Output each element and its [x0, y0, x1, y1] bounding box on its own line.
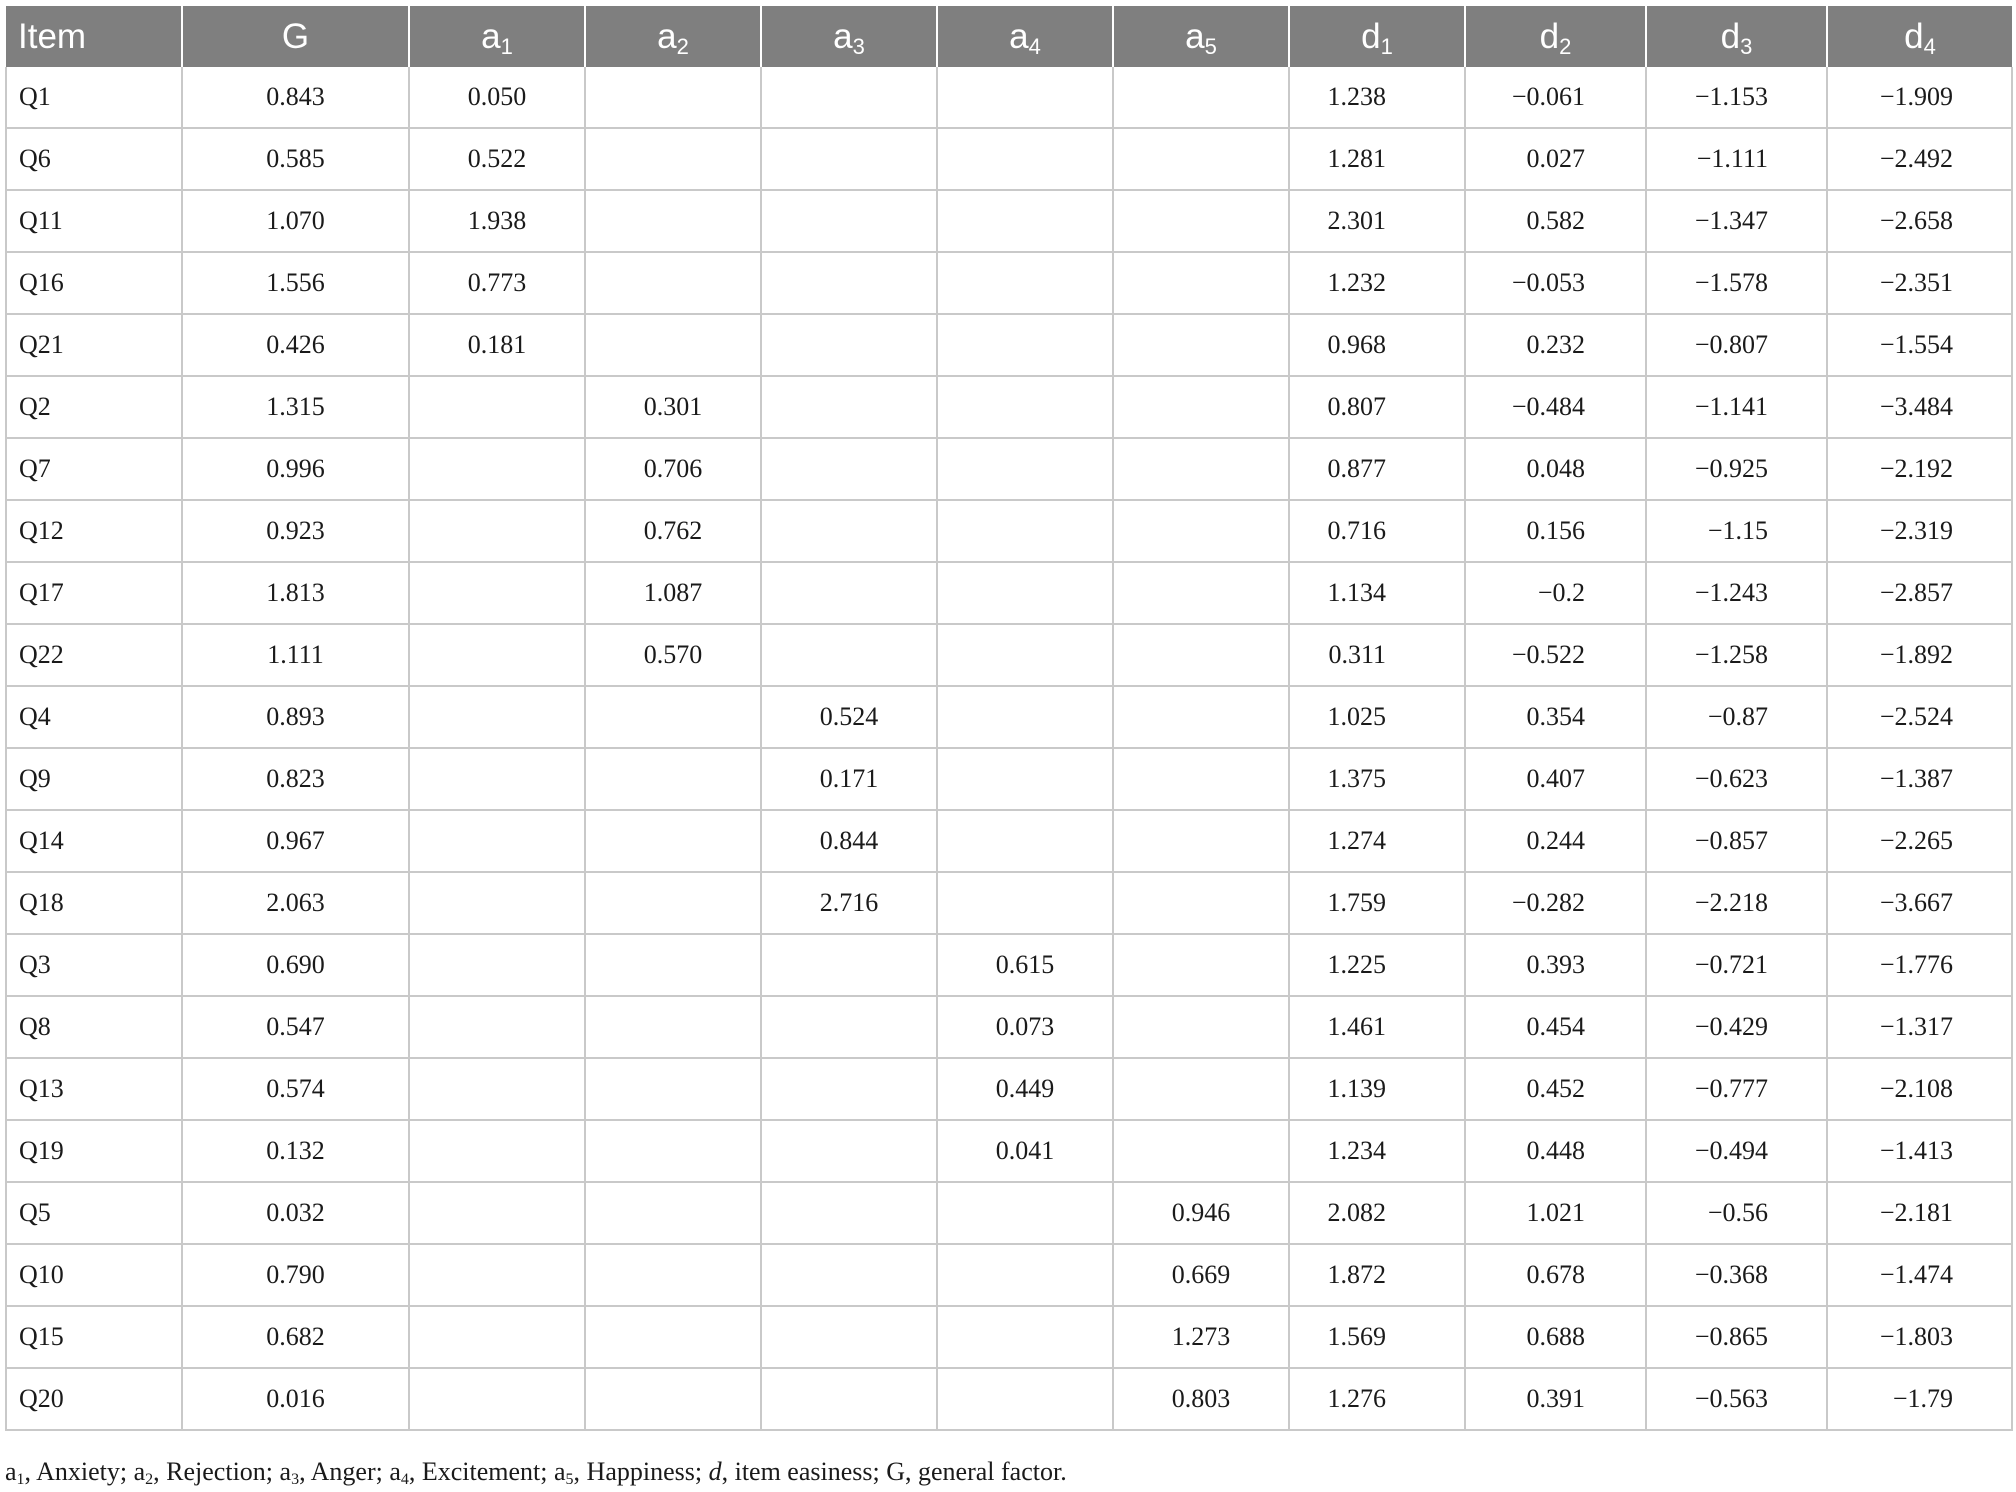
table-cell-d1: 1.139 — [1289, 1058, 1465, 1120]
table-cell-d1: 1.274 — [1289, 810, 1465, 872]
table-cell-d4: −1.317 — [1827, 996, 2012, 1058]
table-cell-d3: −1.347 — [1646, 190, 1827, 252]
table-cell-item: Q19 — [6, 1120, 182, 1182]
table-cell-a5 — [1113, 996, 1289, 1058]
table-cell-d4: −2.351 — [1827, 252, 2012, 314]
table-cell-a1 — [409, 934, 585, 996]
table-cell-item: Q10 — [6, 1244, 182, 1306]
table-cell-item: Q5 — [6, 1182, 182, 1244]
table-cell-a4 — [937, 748, 1113, 810]
table-cell-d1: 1.238 — [1289, 67, 1465, 128]
table-cell-a3 — [761, 252, 937, 314]
table-cell-d3: −0.429 — [1646, 996, 1827, 1058]
table-cell-g: 0.843 — [182, 67, 409, 128]
table-cell-d1: 1.025 — [1289, 686, 1465, 748]
table-cell-a2 — [585, 1368, 761, 1430]
table-cell-item: Q16 — [6, 252, 182, 314]
table-cell-d4: −3.484 — [1827, 376, 2012, 438]
table-cell-a4 — [937, 872, 1113, 934]
table-cell-d4: −2.658 — [1827, 190, 2012, 252]
table-cell-a5 — [1113, 252, 1289, 314]
table-cell-g: 1.111 — [182, 624, 409, 686]
table-cell-a4 — [937, 314, 1113, 376]
table-cell-item: Q14 — [6, 810, 182, 872]
table-cell-a4 — [937, 438, 1113, 500]
table-cell-d3: −0.56 — [1646, 1182, 1827, 1244]
table-cell-a3 — [761, 438, 937, 500]
table-cell-d4: −1.474 — [1827, 1244, 2012, 1306]
table-row — [6, 1120, 2012, 1182]
table-cell-d2: 0.452 — [1465, 1058, 1646, 1120]
table-cell-d4: −2.319 — [1827, 500, 2012, 562]
table-cell-d3: −0.857 — [1646, 810, 1827, 872]
table-cell-d1: 1.276 — [1289, 1368, 1465, 1430]
table-cell-d1: 1.461 — [1289, 996, 1465, 1058]
table-cell-d3: −1.141 — [1646, 376, 1827, 438]
table-cell-a2 — [585, 314, 761, 376]
table-cell-a2: 0.706 — [585, 438, 761, 500]
table-cell-d1: 1.134 — [1289, 562, 1465, 624]
table-cell-a3 — [761, 500, 937, 562]
table-cell-d2: 0.391 — [1465, 1368, 1646, 1430]
table-cell-a2 — [585, 1244, 761, 1306]
table-header-row — [6, 6, 2012, 67]
table-cell-d3: −0.865 — [1646, 1306, 1827, 1368]
table-cell-g: 0.893 — [182, 686, 409, 748]
column-header-a2: $a_2$ — [585, 6, 761, 67]
table-cell-a4 — [937, 624, 1113, 686]
table-cell-d1: 0.968 — [1289, 314, 1465, 376]
table-cell-a1 — [409, 1244, 585, 1306]
column-header-d2: $d_2$ — [1465, 6, 1646, 67]
table-row — [6, 1306, 2012, 1368]
table-footnote: $a_1$, Anxiety; $a_2$, Rejection; $a_3$, Anger; $a_4$, Excitement; $a_5$, Happiness; d, item easiness; G, general factor. — [5, 1457, 1067, 1488]
table-cell-d2: −0.2 — [1465, 562, 1646, 624]
table-cell-d4: −1.803 — [1827, 1306, 2012, 1368]
table-row — [6, 748, 2012, 810]
table-cell-a3 — [761, 190, 937, 252]
table-row — [6, 314, 2012, 376]
table-cell-a2 — [585, 1182, 761, 1244]
table-cell-a4 — [937, 562, 1113, 624]
loadings-table-container — [5, 6, 2011, 1431]
table-cell-a2 — [585, 748, 761, 810]
table-cell-d2: 1.021 — [1465, 1182, 1646, 1244]
table-cell-a5 — [1113, 686, 1289, 748]
table-row — [6, 1182, 2012, 1244]
table-cell-g: 0.690 — [182, 934, 409, 996]
table-cell-a4 — [937, 376, 1113, 438]
table-cell-item: Q18 — [6, 872, 182, 934]
table-cell-g: 1.070 — [182, 190, 409, 252]
table-cell-g: 0.967 — [182, 810, 409, 872]
table-cell-d2: 0.393 — [1465, 934, 1646, 996]
table-cell-item: Q22 — [6, 624, 182, 686]
column-header-d4: $d_4$ — [1827, 6, 2012, 67]
table-cell-d3: −2.218 — [1646, 872, 1827, 934]
table-cell-d1: 2.082 — [1289, 1182, 1465, 1244]
column-header-item: Item — [6, 6, 182, 67]
column-header-d3: $d_3$ — [1646, 6, 1827, 67]
table-cell-d3: −1.15 — [1646, 500, 1827, 562]
table-cell-g: 1.315 — [182, 376, 409, 438]
table-cell-a3 — [761, 1058, 937, 1120]
table-cell-a2: 1.087 — [585, 562, 761, 624]
table-cell-a3: 0.844 — [761, 810, 937, 872]
table-cell-a1 — [409, 1306, 585, 1368]
table-cell-a5 — [1113, 562, 1289, 624]
table-cell-g: 0.996 — [182, 438, 409, 500]
table-cell-d2: −0.053 — [1465, 252, 1646, 314]
table-cell-d2: −0.522 — [1465, 624, 1646, 686]
table-row — [6, 934, 2012, 996]
column-header-a1: $a_1$ — [409, 6, 585, 67]
table-cell-a5 — [1113, 190, 1289, 252]
table-cell-item: Q3 — [6, 934, 182, 996]
table-cell-d3: −1.243 — [1646, 562, 1827, 624]
table-cell-item: Q17 — [6, 562, 182, 624]
table-cell-g: 1.556 — [182, 252, 409, 314]
table-cell-a5: 0.946 — [1113, 1182, 1289, 1244]
table-cell-d3: −0.623 — [1646, 748, 1827, 810]
table-cell-a5: 0.803 — [1113, 1368, 1289, 1430]
table-cell-a1 — [409, 872, 585, 934]
table-cell-d1: 1.225 — [1289, 934, 1465, 996]
table-cell-g: 0.574 — [182, 1058, 409, 1120]
table-cell-a3 — [761, 128, 937, 190]
table-cell-d1: 0.877 — [1289, 438, 1465, 500]
table-row — [6, 1058, 2012, 1120]
table-cell-a2: 0.570 — [585, 624, 761, 686]
table-cell-a1 — [409, 686, 585, 748]
table-cell-a5 — [1113, 872, 1289, 934]
table-cell-a2 — [585, 190, 761, 252]
table-cell-item: Q13 — [6, 1058, 182, 1120]
table-cell-d2: 0.232 — [1465, 314, 1646, 376]
table-row — [6, 686, 2012, 748]
table-cell-a3 — [761, 624, 937, 686]
table-cell-a2 — [585, 67, 761, 128]
table-cell-item: Q1 — [6, 67, 182, 128]
table-cell-a5 — [1113, 314, 1289, 376]
table-cell-a4 — [937, 500, 1113, 562]
table-cell-d1: 1.281 — [1289, 128, 1465, 190]
table-cell-item: Q9 — [6, 748, 182, 810]
table-cell-g: 1.813 — [182, 562, 409, 624]
table-cell-a1: 0.522 — [409, 128, 585, 190]
parameter-table — [5, 6, 2013, 1431]
table-cell-a1 — [409, 376, 585, 438]
table-cell-a2 — [585, 1058, 761, 1120]
table-cell-d1: 1.234 — [1289, 1120, 1465, 1182]
table-cell-item: Q4 — [6, 686, 182, 748]
table-cell-g: 0.016 — [182, 1368, 409, 1430]
column-header-a5: $a_5$ — [1113, 6, 1289, 67]
table-cell-a3 — [761, 1182, 937, 1244]
table-cell-a1 — [409, 1368, 585, 1430]
table-cell-item: Q20 — [6, 1368, 182, 1430]
table-cell-a5 — [1113, 810, 1289, 872]
table-cell-d1: 2.301 — [1289, 190, 1465, 252]
table-cell-g: 0.585 — [182, 128, 409, 190]
table-cell-d2: 0.156 — [1465, 500, 1646, 562]
table-cell-d1: 1.375 — [1289, 748, 1465, 810]
table-cell-d3: −1.578 — [1646, 252, 1827, 314]
table-cell-a5: 0.669 — [1113, 1244, 1289, 1306]
table-row — [6, 438, 2012, 500]
table-cell-d1: 0.311 — [1289, 624, 1465, 686]
column-header-a4: $a_4$ — [937, 6, 1113, 67]
table-cell-a1: 1.938 — [409, 190, 585, 252]
table-cell-a4 — [937, 1306, 1113, 1368]
table-body — [6, 67, 2012, 1430]
table-cell-d1: 1.872 — [1289, 1244, 1465, 1306]
table-cell-a1 — [409, 996, 585, 1058]
table-cell-a4 — [937, 1368, 1113, 1430]
table-cell-d2: −0.484 — [1465, 376, 1646, 438]
table-cell-a2 — [585, 810, 761, 872]
table-cell-a5 — [1113, 624, 1289, 686]
table-cell-d4: −1.909 — [1827, 67, 2012, 128]
table-cell-a4 — [937, 67, 1113, 128]
table-cell-g: 0.132 — [182, 1120, 409, 1182]
table-cell-a3 — [761, 376, 937, 438]
table-cell-a1 — [409, 1182, 585, 1244]
table-row — [6, 1368, 2012, 1430]
table-cell-d4: −1.776 — [1827, 934, 2012, 996]
table-cell-d2: −0.061 — [1465, 67, 1646, 128]
table-cell-a2: 0.762 — [585, 500, 761, 562]
table-cell-a2 — [585, 1120, 761, 1182]
table-cell-g: 0.823 — [182, 748, 409, 810]
table-cell-a1 — [409, 562, 585, 624]
table-cell-g: 0.426 — [182, 314, 409, 376]
table-cell-item: Q21 — [6, 314, 182, 376]
column-header-g: G — [182, 6, 409, 67]
table-cell-g: 2.063 — [182, 872, 409, 934]
table-cell-d3: −0.494 — [1646, 1120, 1827, 1182]
table-cell-a2 — [585, 252, 761, 314]
table-cell-a4 — [937, 686, 1113, 748]
table-cell-d2: 0.688 — [1465, 1306, 1646, 1368]
table-cell-a2 — [585, 128, 761, 190]
table-cell-item: Q7 — [6, 438, 182, 500]
table-cell-a2 — [585, 1306, 761, 1368]
table-cell-a3 — [761, 1306, 937, 1368]
table-cell-d3: −0.807 — [1646, 314, 1827, 376]
table-cell-a4 — [937, 190, 1113, 252]
table-cell-a1: 0.181 — [409, 314, 585, 376]
table-cell-a1: 0.773 — [409, 252, 585, 314]
table-cell-a1 — [409, 1058, 585, 1120]
table-cell-d2: 0.678 — [1465, 1244, 1646, 1306]
table-cell-a2 — [585, 686, 761, 748]
table-cell-a3: 0.524 — [761, 686, 937, 748]
table-cell-a5 — [1113, 376, 1289, 438]
table-cell-a3 — [761, 314, 937, 376]
table-cell-d2: 0.048 — [1465, 438, 1646, 500]
table-cell-d3: −1.258 — [1646, 624, 1827, 686]
table-cell-d1: 1.759 — [1289, 872, 1465, 934]
table-cell-a3 — [761, 1244, 937, 1306]
table-cell-a5 — [1113, 128, 1289, 190]
table-cell-d4: −1.892 — [1827, 624, 2012, 686]
table-cell-a1: 0.050 — [409, 67, 585, 128]
table-cell-a5 — [1113, 438, 1289, 500]
table-cell-a4 — [937, 252, 1113, 314]
table-cell-a4: 0.449 — [937, 1058, 1113, 1120]
table-cell-d3: −1.153 — [1646, 67, 1827, 128]
table-cell-a5: 1.273 — [1113, 1306, 1289, 1368]
table-cell-a4 — [937, 1182, 1113, 1244]
table-cell-item: Q12 — [6, 500, 182, 562]
table-cell-a3: 0.171 — [761, 748, 937, 810]
table-cell-item: Q2 — [6, 376, 182, 438]
table-row — [6, 810, 2012, 872]
table-cell-d4: −2.108 — [1827, 1058, 2012, 1120]
table-cell-d4: −1.79 — [1827, 1368, 2012, 1430]
table-cell-a4: 0.073 — [937, 996, 1113, 1058]
table-cell-d4: −2.492 — [1827, 128, 2012, 190]
table-cell-a4: 0.041 — [937, 1120, 1113, 1182]
column-header-d1: $d_1$ — [1289, 6, 1465, 67]
table-cell-d4: −2.265 — [1827, 810, 2012, 872]
table-cell-d2: 0.448 — [1465, 1120, 1646, 1182]
table-cell-d2: 0.354 — [1465, 686, 1646, 748]
table-row — [6, 252, 2012, 314]
table-cell-a1 — [409, 1120, 585, 1182]
table-cell-d2: 0.027 — [1465, 128, 1646, 190]
table-row — [6, 128, 2012, 190]
table-cell-d1: 1.232 — [1289, 252, 1465, 314]
table-cell-d2: 0.582 — [1465, 190, 1646, 252]
table-cell-a1 — [409, 624, 585, 686]
table-row — [6, 500, 2012, 562]
table-cell-a3 — [761, 1368, 937, 1430]
table-row — [6, 562, 2012, 624]
table-cell-d2: 0.407 — [1465, 748, 1646, 810]
table-cell-a2: 0.301 — [585, 376, 761, 438]
table-cell-g: 0.032 — [182, 1182, 409, 1244]
table-cell-d4: −1.413 — [1827, 1120, 2012, 1182]
table-cell-a2 — [585, 996, 761, 1058]
table-cell-g: 0.547 — [182, 996, 409, 1058]
table-row — [6, 996, 2012, 1058]
table-cell-a1 — [409, 438, 585, 500]
table-cell-item: Q11 — [6, 190, 182, 252]
column-header-a3: $a_3$ — [761, 6, 937, 67]
table-cell-a2 — [585, 934, 761, 996]
table-cell-d3: −0.87 — [1646, 686, 1827, 748]
table-cell-g: 0.790 — [182, 1244, 409, 1306]
table-row — [6, 67, 2012, 128]
table-cell-d1: 1.569 — [1289, 1306, 1465, 1368]
table-row — [6, 624, 2012, 686]
table-cell-a5 — [1113, 748, 1289, 810]
table-cell-d4: −2.524 — [1827, 686, 2012, 748]
table-cell-d1: 0.807 — [1289, 376, 1465, 438]
table-cell-a3 — [761, 996, 937, 1058]
table-cell-item: Q6 — [6, 128, 182, 190]
table-cell-d4: −2.857 — [1827, 562, 2012, 624]
table-cell-a3: 2.716 — [761, 872, 937, 934]
table-cell-d3: −0.563 — [1646, 1368, 1827, 1430]
table-cell-d3: −0.721 — [1646, 934, 1827, 996]
table-cell-d3: −0.368 — [1646, 1244, 1827, 1306]
table-cell-a1 — [409, 810, 585, 872]
table-cell-a3 — [761, 1120, 937, 1182]
table-cell-a4 — [937, 810, 1113, 872]
table-cell-a5 — [1113, 1120, 1289, 1182]
table-cell-a4 — [937, 128, 1113, 190]
table-cell-d2: 0.244 — [1465, 810, 1646, 872]
table-cell-d4: −3.667 — [1827, 872, 2012, 934]
table-cell-a2 — [585, 872, 761, 934]
table-cell-a3 — [761, 562, 937, 624]
table-cell-d3: −0.925 — [1646, 438, 1827, 500]
table-cell-d4: −1.554 — [1827, 314, 2012, 376]
table-cell-a5 — [1113, 1058, 1289, 1120]
table-cell-d2: −0.282 — [1465, 872, 1646, 934]
table-cell-d1: 0.716 — [1289, 500, 1465, 562]
table-cell-a1 — [409, 500, 585, 562]
table-cell-item: Q8 — [6, 996, 182, 1058]
table-cell-g: 0.923 — [182, 500, 409, 562]
table-cell-a5 — [1113, 67, 1289, 128]
table-cell-a4: 0.615 — [937, 934, 1113, 996]
table-cell-a5 — [1113, 500, 1289, 562]
table-cell-d3: −1.111 — [1646, 128, 1827, 190]
table-row — [6, 872, 2012, 934]
table-cell-a3 — [761, 934, 937, 996]
table-cell-item: Q15 — [6, 1306, 182, 1368]
table-cell-a3 — [761, 67, 937, 128]
table-row — [6, 376, 2012, 438]
table-cell-d2: 0.454 — [1465, 996, 1646, 1058]
table-cell-a4 — [937, 1244, 1113, 1306]
table-cell-d3: −0.777 — [1646, 1058, 1827, 1120]
table-cell-a1 — [409, 748, 585, 810]
table-cell-a5 — [1113, 934, 1289, 996]
table-row — [6, 190, 2012, 252]
table-cell-d4: −1.387 — [1827, 748, 2012, 810]
table-row — [6, 1244, 2012, 1306]
table-cell-g: 0.682 — [182, 1306, 409, 1368]
table-cell-d4: −2.181 — [1827, 1182, 2012, 1244]
table-cell-d4: −2.192 — [1827, 438, 2012, 500]
